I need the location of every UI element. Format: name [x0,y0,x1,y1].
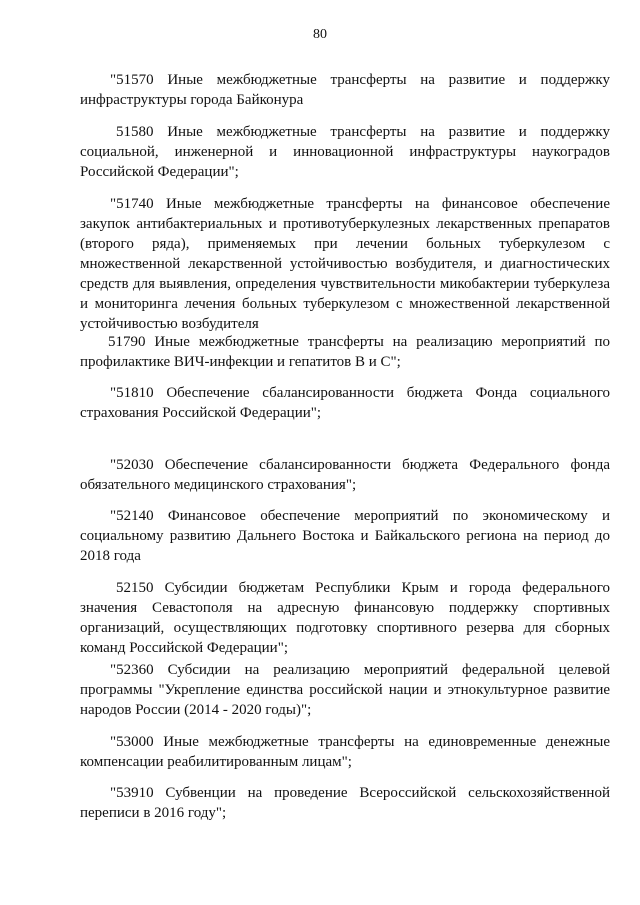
paragraph-51570: "51570 Иные межбюджетные трансферты на развитие и поддержку инфраструктуры города Байконура [80,72,610,108]
paragraph-52150: 52150 Субсидии бюджетам Республики Крым и города федерального значения Севастополя на адресную финансовую поддержку спортивных организаций, осуществляющих подготовку спортивного резерва для сборных команд Российской Федерации"; [80,580,610,656]
paragraph-52030: "52030 Обеспечение сбалансированности бюджета Федерального фонда обязательного медицинского страхования"; [80,457,610,493]
paragraph-51810: "51810 Обеспечение сбалансированности бюджета Фонда социального страхования Российской Федерации"; [80,385,610,421]
paragraph-51580: 51580 Иные межбюджетные трансферты на развитие и поддержку социальной, инженерной и инновационной инфраструктуры наукоградов Российской Федерации"; [80,124,610,180]
page-number: 80 [313,27,327,42]
paragraph-52140: "52140 Финансовое обеспечение мероприятий по экономическому и социальному развитию Дальнего Востока и Байкальского региона на период до 2018 года [80,508,610,564]
paragraph-53000: "53000 Иные межбюджетные трансферты на единовременные денежные компенсации реабилитированным лицам"; [80,734,610,770]
paragraph-52360: "52360 Субсидии на реализацию мероприятий федеральной целевой программы "Укрепление единства российской нации и этнокультурное развитие народов России (2014 - 2020 годы)"; [80,662,610,718]
paragraph-51790: 51790 Иные межбюджетные трансферты на реализацию мероприятий по профилактике ВИЧ-инфекции и гепатитов В и С"; [80,334,610,370]
paragraph-53910: "53910 Субвенции на проведение Всероссийской сельскохозяйственной переписи в 2016 году"; [80,785,610,821]
paragraph-51740: "51740 Иные межбюджетные трансферты на финансовое обеспечение закупок антибактериальных и противотуберкулезных лекарственных препаратов (второго ряда), применяемых при лечении больных туберкулезом с множественной лекарственной устойчивостью возбудителя, и диагностических средств для выявления, определения чувствительности микобактерии туберкулеза и мониторинга лечения больных туберкулезом с множественной лекарственной устойчивостью возбудителя [80,196,610,332]
